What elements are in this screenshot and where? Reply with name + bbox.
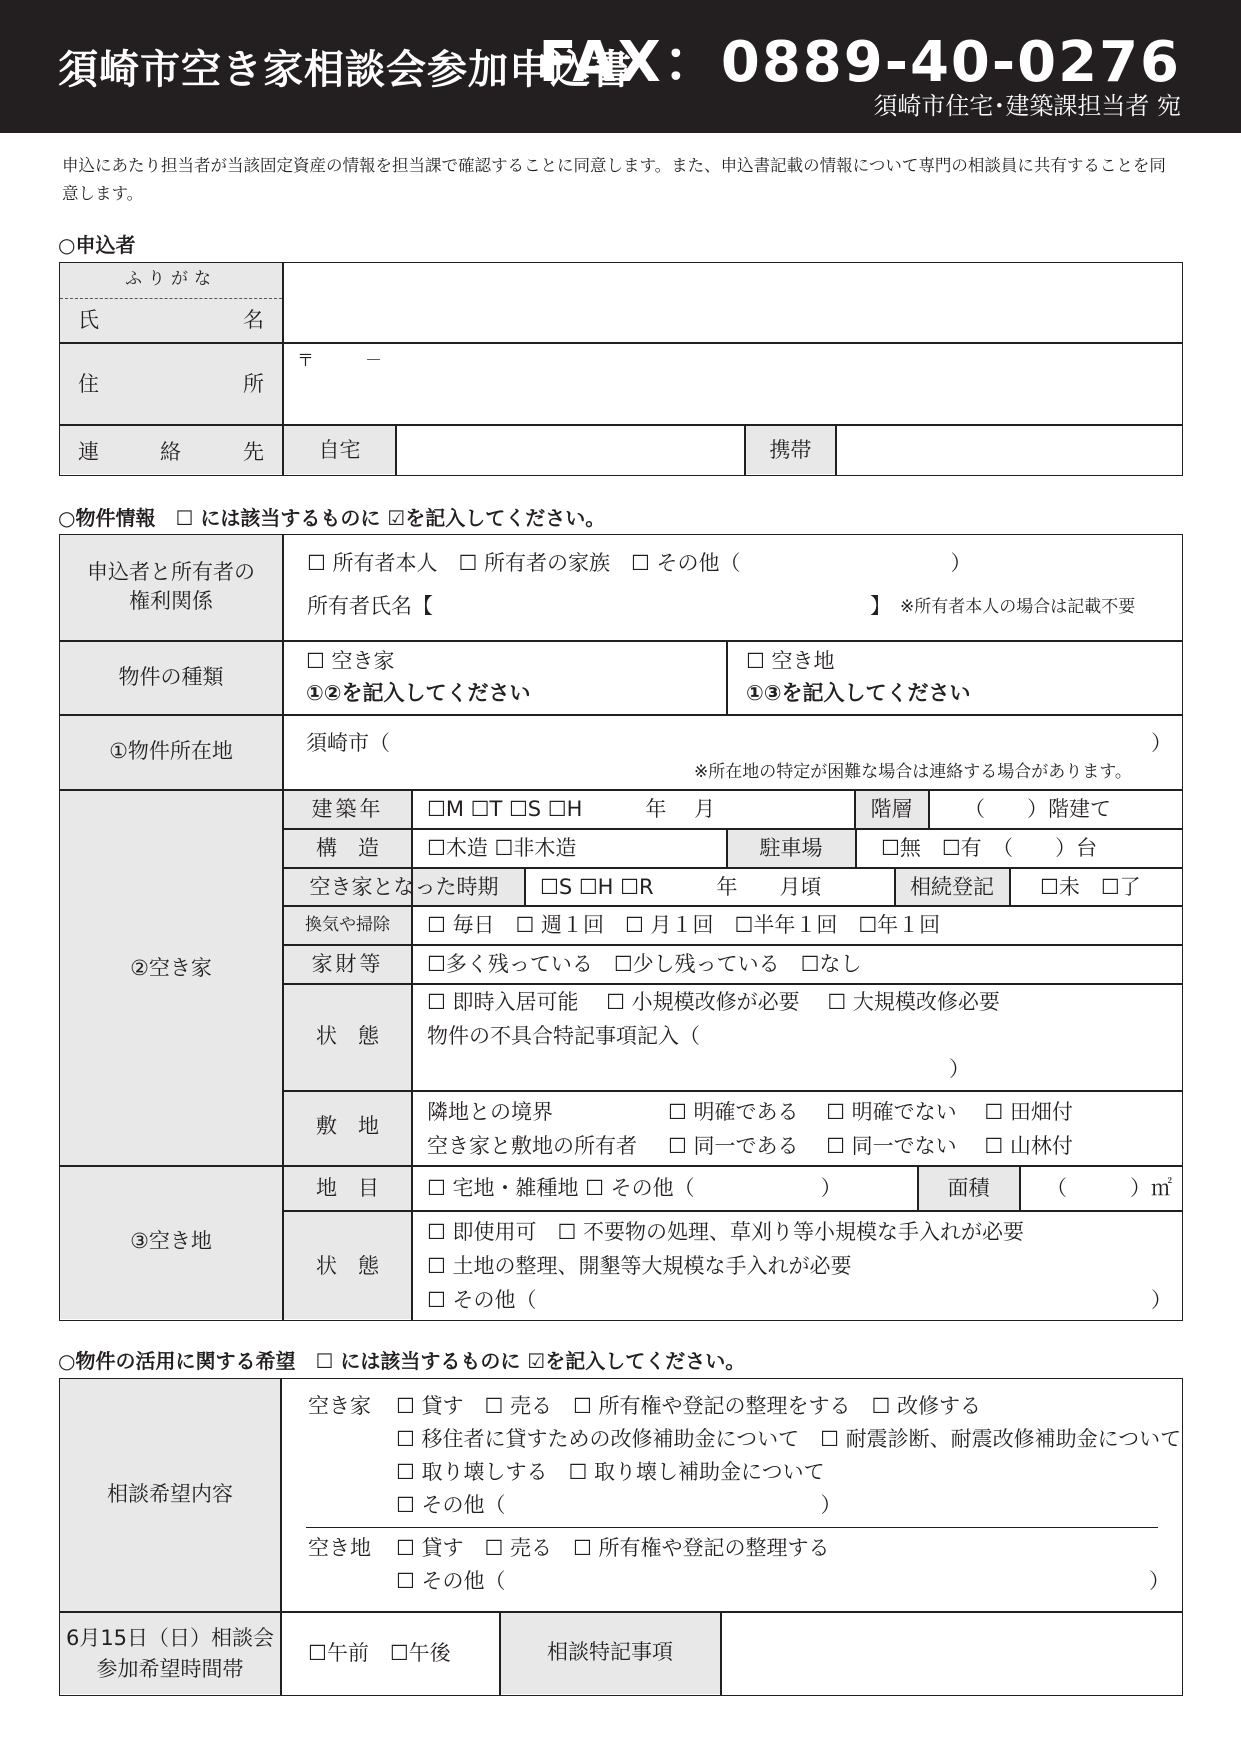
location-field[interactable]: 須崎市（ (306, 731, 390, 755)
consent-text: 申込にあたり担当者が当該固定資産の情報を担当課で確認することに同意します。また、申込書記載の情報について専門の相談員に共有することを同意します。 (62, 156, 1166, 203)
site-owner-options[interactable]: ☐ 同一である ☐ 同一でない ☐ 山林付 (668, 1134, 1073, 1158)
type-vacant-land-note: ①③を記入してください (746, 681, 971, 705)
type-vacant-house-checkbox[interactable]: ☐ 空き家 (306, 649, 395, 673)
vacant-since-label: 空き家となった時期 (309, 875, 499, 899)
condition-label: 状 態 (316, 1024, 379, 1048)
boundary-options[interactable]: ☐ 明確である ☐ 明確でない ☐ 田畑付 (668, 1100, 1073, 1124)
owner-name-label: 所有者氏名【 (307, 594, 433, 618)
relation-options[interactable]: ☐ 所有者本人 ☐ 所有者の家族 ☐ その他（ ） (307, 551, 972, 575)
usage-land-options[interactable]: ☐ 貸す ☐ 売る ☐ 所有権や登記の整理する (396, 1536, 830, 1560)
vacant-since-options[interactable]: ☐S ☐H ☐R 年 月頃 (540, 875, 822, 899)
location-label: ①物件所在地 (109, 739, 233, 763)
relation-label-1: 申込者と所有者の (87, 560, 255, 584)
mobile-phone-label: 携帯 (769, 438, 812, 462)
vacant-land-label: ③空き地 (130, 1229, 212, 1253)
usage-house-heading: 空き家 (308, 1394, 371, 1418)
inheritance-options[interactable]: ☐未 ☐了 (1040, 875, 1141, 899)
fax-number: FAX：0889-40-0276 (538, 30, 1181, 95)
structure-label: 構 造 (316, 836, 379, 860)
time-slot-label-1: 6月15日（日）相談会 (65, 1626, 275, 1650)
site-owner-label: 空き家と敷地の所有者 (427, 1134, 637, 1158)
land-condition-options-1[interactable]: ☐ 即使用可 ☐ 不要物の処理、草刈り等小規模な手入れが必要 (427, 1220, 1025, 1244)
header-banner (0, 0, 1241, 133)
type-vacant-house-note: ①②を記入してください (306, 681, 531, 705)
usage-house-options-1[interactable]: ☐ 貸す ☐ 売る ☐ 所有権や登記の整理をする ☐ 改修する (396, 1394, 982, 1418)
location-note: ※所在地の特定が困難な場合は連絡する場合があります。 (694, 762, 1132, 782)
ventilation-label: 換気や掃除 (305, 915, 390, 935)
address-label-1: 住 (78, 372, 99, 396)
boundary-label: 隣地との境界 (427, 1100, 553, 1124)
land-condition-label: 状 態 (316, 1254, 379, 1278)
area-field[interactable]: （ ）㎡ (1046, 1176, 1172, 1200)
consultation-label: 相談希望内容 (107, 1482, 233, 1506)
home-phone-field[interactable] (400, 430, 740, 470)
contact-label-2: 絡 (160, 440, 181, 464)
floors-label: 階層 (870, 797, 913, 821)
floors-field[interactable]: （ ）階建て (964, 797, 1111, 821)
owner-name-close: 】 (870, 594, 891, 618)
address-label-2: 所 (243, 372, 264, 396)
land-condition-close: ） (1151, 1288, 1172, 1312)
parking-options[interactable]: ☐無 ☐有 （ ）台 (881, 836, 1098, 860)
notes-label: 相談特記事項 (547, 1640, 673, 1664)
built-year-options[interactable]: ☐M ☐T ☐S ☐H 年 月 (427, 797, 716, 821)
structure-options[interactable]: ☐木造 ☐非木造 (427, 836, 577, 860)
land-category-label: 地 目 (316, 1176, 379, 1200)
site-label: 敷 地 (316, 1114, 379, 1138)
condition-defect-field[interactable]: 物件の不具合特記事項記入（ (427, 1024, 700, 1048)
land-category-options[interactable]: ☐ 宅地・雑種地 ☐ その他（ ） (427, 1176, 842, 1200)
usage-house-options-3[interactable]: ☐ 取り壊しする ☐ 取り壊し補助金について (396, 1460, 825, 1484)
property-type-label: 物件の種類 (118, 665, 224, 689)
belongings-label: 家財等 (311, 952, 384, 976)
condition-defect-close: ） (949, 1057, 970, 1081)
inheritance-label: 相続登記 (910, 875, 994, 899)
type-vacant-land-checkbox[interactable]: ☐ 空き地 (746, 649, 835, 673)
section-usage: ○物件の活用に関する希望 ☐ には該当するものに ☑を記入してください。 (58, 1349, 746, 1373)
postal-code-field[interactable]: 〒 － (297, 351, 382, 371)
notes-field[interactable] (726, 1616, 1178, 1690)
usage-land-heading: 空き地 (308, 1536, 371, 1560)
time-slot-label-2: 参加希望時間帯 (96, 1657, 244, 1681)
section-property: ○物件情報 ☐ には該当するものに ☑を記入してください。 (58, 506, 606, 530)
usage-land-close: ） (1149, 1569, 1170, 1593)
location-close: ） (1151, 731, 1172, 755)
mobile-phone-field[interactable] (840, 430, 1178, 470)
belongings-options[interactable]: ☐多く残っている ☐少し残っている ☐なし (427, 952, 862, 976)
land-condition-other[interactable]: ☐ その他（ (427, 1288, 537, 1312)
name-field[interactable] (300, 270, 1170, 336)
condition-options[interactable]: ☐ 即時入居可能 ☐ 小規模改修が必要 ☐ 大規模改修必要 (427, 990, 1000, 1014)
home-phone-label: 自宅 (318, 438, 361, 462)
contact-label-3: 先 (243, 440, 264, 464)
time-slot-options[interactable]: ☐午前 ☐午後 (308, 1641, 451, 1665)
furigana-label: ふりがな (125, 269, 217, 289)
owner-name-note: ※所有者本人の場合は記載不要 (900, 597, 1136, 617)
addressee: 須崎市住宅･建築課担当者 宛 (873, 92, 1181, 120)
vacant-house-label: ②空き家 (130, 956, 212, 980)
ventilation-options[interactable]: ☐ 毎日 ☐ 週１回 ☐ 月１回 ☐半年１回 ☐年１回 (427, 913, 941, 937)
section-applicant: ○申込者 (58, 233, 136, 257)
usage-land-other[interactable]: ☐ その他（ (396, 1569, 506, 1593)
land-condition-options-2[interactable]: ☐ 土地の整理、開墾等大規模な手入れが必要 (427, 1254, 852, 1278)
usage-house-other[interactable]: ☐ その他（ ） (396, 1493, 842, 1517)
usage-house-options-2[interactable]: ☐ 移住者に貸すための改修補助金について ☐ 耐震診断、耐震改修補助金について (396, 1427, 1182, 1451)
built-year-label: 建築年 (311, 797, 384, 821)
relation-label-2: 権利関係 (129, 589, 213, 613)
name-label-1: 氏 (78, 308, 99, 332)
contact-label-1: 連 (78, 440, 99, 464)
name-label-2: 名 (243, 308, 264, 332)
form-title: 須崎市空き家相談会参加申込書 (58, 47, 632, 93)
area-label: 面積 (947, 1176, 990, 1200)
parking-label: 駐車場 (759, 836, 823, 860)
